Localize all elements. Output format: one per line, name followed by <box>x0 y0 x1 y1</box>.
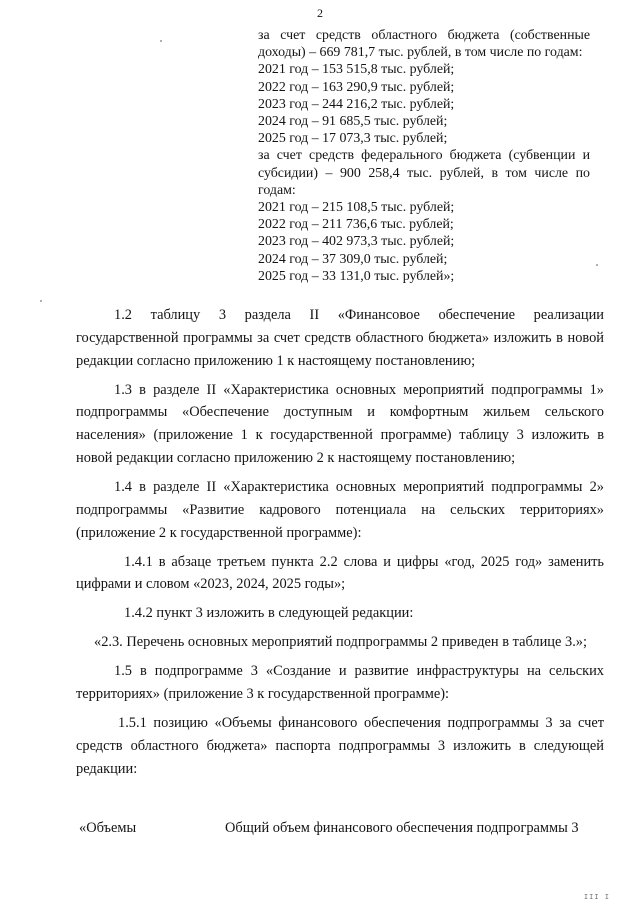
regional-budget-intro: за счет средств областного бюджета (собственные доходы) – 669 781,7 тыс. рублей, в том числе по годам: <box>258 28 590 61</box>
paragraph-1-5: 1.5 в подпрограмме 3 «Создание и развитие инфраструктуры на сельских территориях» (приложение 3 к государственной программе): <box>76 663 604 703</box>
document-body <box>76 304 604 787</box>
regional-year-line: 2024 год – 91 685,5 тыс. рублей; <box>258 114 448 130</box>
table-row-value: Общий объем финансового обеспечения подпрограммы 3 <box>225 820 579 836</box>
regional-year-line: 2025 год – 17 073,3 тыс. рублей; <box>258 131 448 147</box>
table-row-label: «Объемы <box>79 820 137 836</box>
paragraph-1-3: 1.3 в разделе II «Характеристика основных мероприятий подпрограммы 1» подпрограммы «Обеспечение доступным и комфортным жильем сельского населения» (приложение 1 к государственной программе) таблицу 3 изложить в новой редакции согласно приложению 2 к настоящему постановлению; <box>76 381 604 466</box>
scan-speck <box>160 40 162 42</box>
paragraph-quote-2-3: «2.3. Перечень основных мероприятий подпрограммы 2 приведен в таблице 3.»; <box>94 634 587 651</box>
federal-year-line: 2022 год – 211 736,6 тыс. рублей; <box>258 217 454 233</box>
regional-year-line: 2022 год – 163 290,9 тыс. рублей; <box>258 79 455 95</box>
federal-year-line: 2024 год – 37 309,0 тыс. рублей; <box>258 251 448 267</box>
federal-year-line: 2021 год – 215 108,5 тыс. рублей; <box>258 200 455 216</box>
paragraph-1-4-1: 1.4.1 в абзаце третьем пункта 2.2 слова и цифры «год, 2025 год» заменить цифрами и словом «2023, 2024, 2025 годы»; <box>76 553 604 593</box>
scan-speck <box>40 300 42 302</box>
paragraph-1-4: 1.4 в разделе II «Характеристика основных мероприятий подпрограммы 2» подпрограммы «Развитие кадрового потенциала на сельских территориях» (приложение 2 к государственной программе): <box>76 478 604 541</box>
page-number: 2 <box>317 6 323 20</box>
regional-year-line: 2023 год – 244 216,2 тыс. рублей; <box>258 96 455 112</box>
financing-block <box>258 27 590 285</box>
federal-year-line: 2025 год – 33 131,0 тыс. рублей»; <box>258 268 455 284</box>
federal-budget-intro: за счет средств федерального бюджета (субвенции и субсидии) – 900 258,4 тыс. рублей, в том числе по годам: <box>258 148 590 198</box>
federal-year-line: 2023 год – 402 973,3 тыс. рублей; <box>258 234 455 250</box>
footer-mark: ІІІ І <box>583 893 610 901</box>
scan-speck <box>596 264 598 266</box>
paragraph-1-2: 1.2 таблицу 3 раздела II «Финансовое обеспечение реализации государственной программы за счет средств областного бюджета» изложить в новой редакции согласно приложению 1 к настоящему постановлению; <box>76 307 604 369</box>
paragraph-1-5-1: 1.5.1 позицию «Объемы финансового обеспечения подпрограммы 3 за счет средств областного бюджета» паспорта подпрограммы 3 изложить в следующей редакции: <box>76 715 604 777</box>
paragraph-1-4-2: 1.4.2 пункт 3 изложить в следующей редакции: <box>124 605 414 622</box>
regional-year-line: 2021 год – 153 515,8 тыс. рублей; <box>258 62 455 78</box>
